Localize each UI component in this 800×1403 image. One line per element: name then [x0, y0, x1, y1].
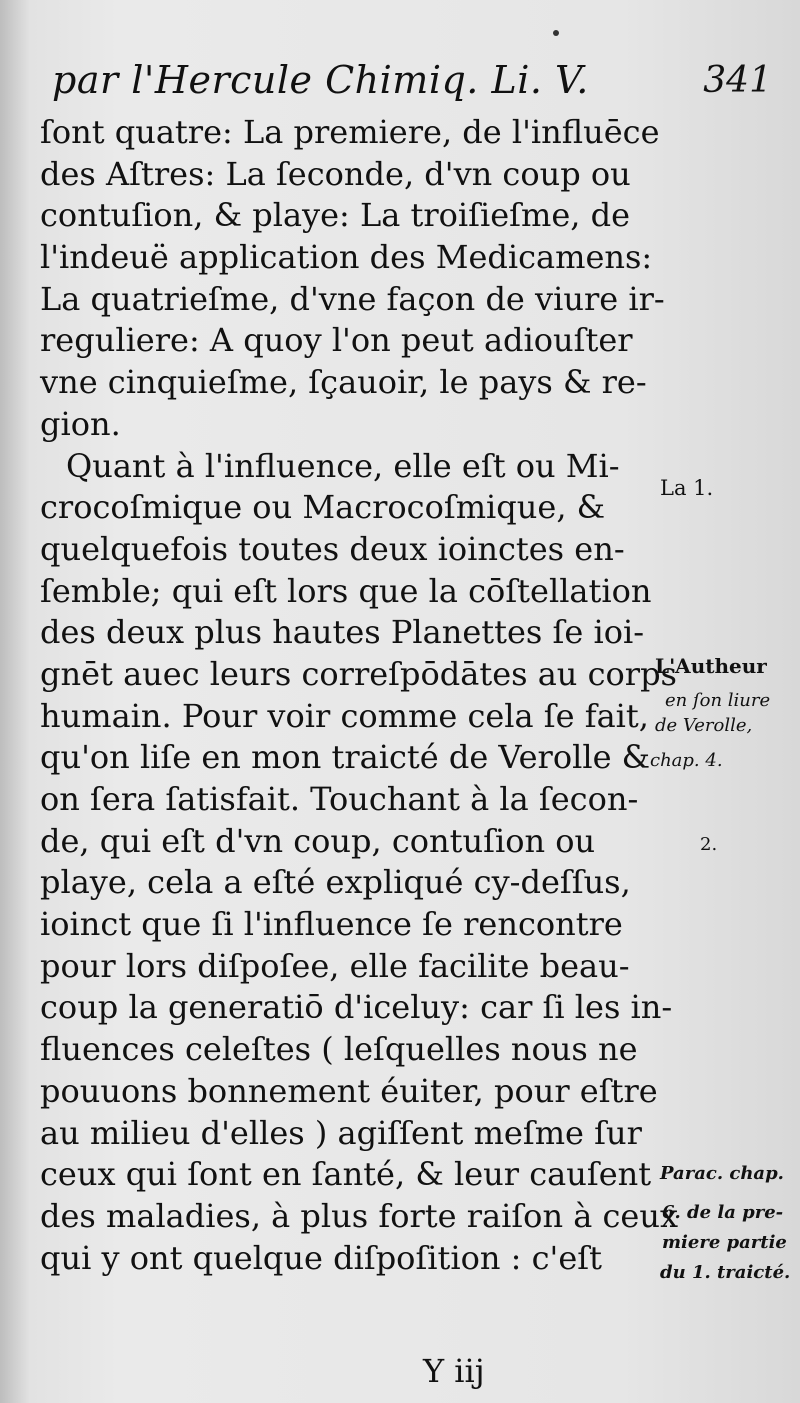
text-line: humain. Pour voir comme cela ſe fait, [40, 696, 649, 735]
page-number: 341 [703, 60, 772, 101]
text-line: l'indeuë application des Medicamens: [40, 238, 653, 277]
text-line: pour lors diſpoſee, elle facilite beau- [40, 946, 630, 985]
margin-note-parac: Parac. chap. [660, 1163, 784, 1184]
text-line: gnēt auec leurs correſpōdātes au corps [40, 654, 677, 693]
text-line: quelquefois toutes deux ioinctes en- [40, 529, 625, 568]
text-line: La quatrieſme, d'vne façon de viure ir- [40, 279, 665, 318]
text-line: ſont quatre: La premiere, de l'influēce [40, 113, 660, 151]
margin-note-partie: miere partie [662, 1232, 787, 1253]
margin-note-2: 2. [700, 834, 718, 855]
running-title: par l'Hercule Chimiq. Li. V. [52, 58, 589, 102]
margin-note-de-la: 6. de la pre- [662, 1202, 784, 1223]
margin-note-autheur: L'Autheur [655, 654, 767, 678]
text-line: contuſion, & playe: La troiſieſme, de [40, 196, 631, 235]
text-line: ioinct que ſi l'influence ſe rencontre [40, 905, 623, 944]
text-line: reguliere: A quoy l'on peut adiouſter [40, 321, 633, 360]
ink-speck [553, 30, 559, 36]
body-text [40, 112, 678, 1279]
margin-note-1: La 1. [660, 476, 714, 500]
text-line-paragraph-start: Quant à l'influence, elle eſt ou Mi- [66, 446, 620, 485]
text-line: de, qui eſt d'vn coup, contuſion ou [40, 821, 596, 860]
text-line: au milieu d'elles ) agiſſent meſme ſur [40, 1113, 642, 1152]
text-line: coup la generatiō d'iceluy: car ſi les in- [40, 988, 673, 1027]
text-line: vne cinquieſme, ſçauoir, le pays & re- [40, 363, 647, 402]
margin-note-traicte: du 1. traicté. [660, 1262, 791, 1283]
text-line: gion. [40, 404, 121, 443]
text-line: pouuons bonnement éuiter, pour eſtre [40, 1071, 658, 1110]
margin-note-liure: en ſon liure [665, 690, 771, 711]
text-line: crocoſmique ou Macrocoſmique, & [40, 488, 606, 527]
text-line: des deux plus hautes Planettes ſe ioi- [40, 613, 645, 652]
text-line: des Aſtres: La ſeconde, d'vn coup ou [40, 154, 631, 193]
text-line: on ſera ſatisfait. Touchant à la ſecon- [40, 780, 639, 818]
text-line: fluences celeſtes ( leſquelles nous ne [40, 1030, 638, 1069]
text-line: ſemble; qui eſt lors que la cōſtellation [40, 571, 652, 610]
margin-note-chap: chap. 4. [650, 750, 723, 771]
text-line: ceux qui ſont en ſanté, & leur cauſent [40, 1155, 652, 1194]
signature-mark: Y iij [423, 1352, 485, 1390]
text-line: qu'on liſe en mon traicté de Verolle & [40, 738, 651, 777]
text-line: qui y ont quelque diſpoſition : c'eſt [40, 1238, 602, 1277]
text-line: des maladies, à plus forte raiſon à ceux [40, 1196, 678, 1235]
margin-note-verolle: de Verolle, [655, 715, 753, 736]
text-line: playe, cela a eſté expliqué cy-deſſus, [40, 863, 631, 902]
